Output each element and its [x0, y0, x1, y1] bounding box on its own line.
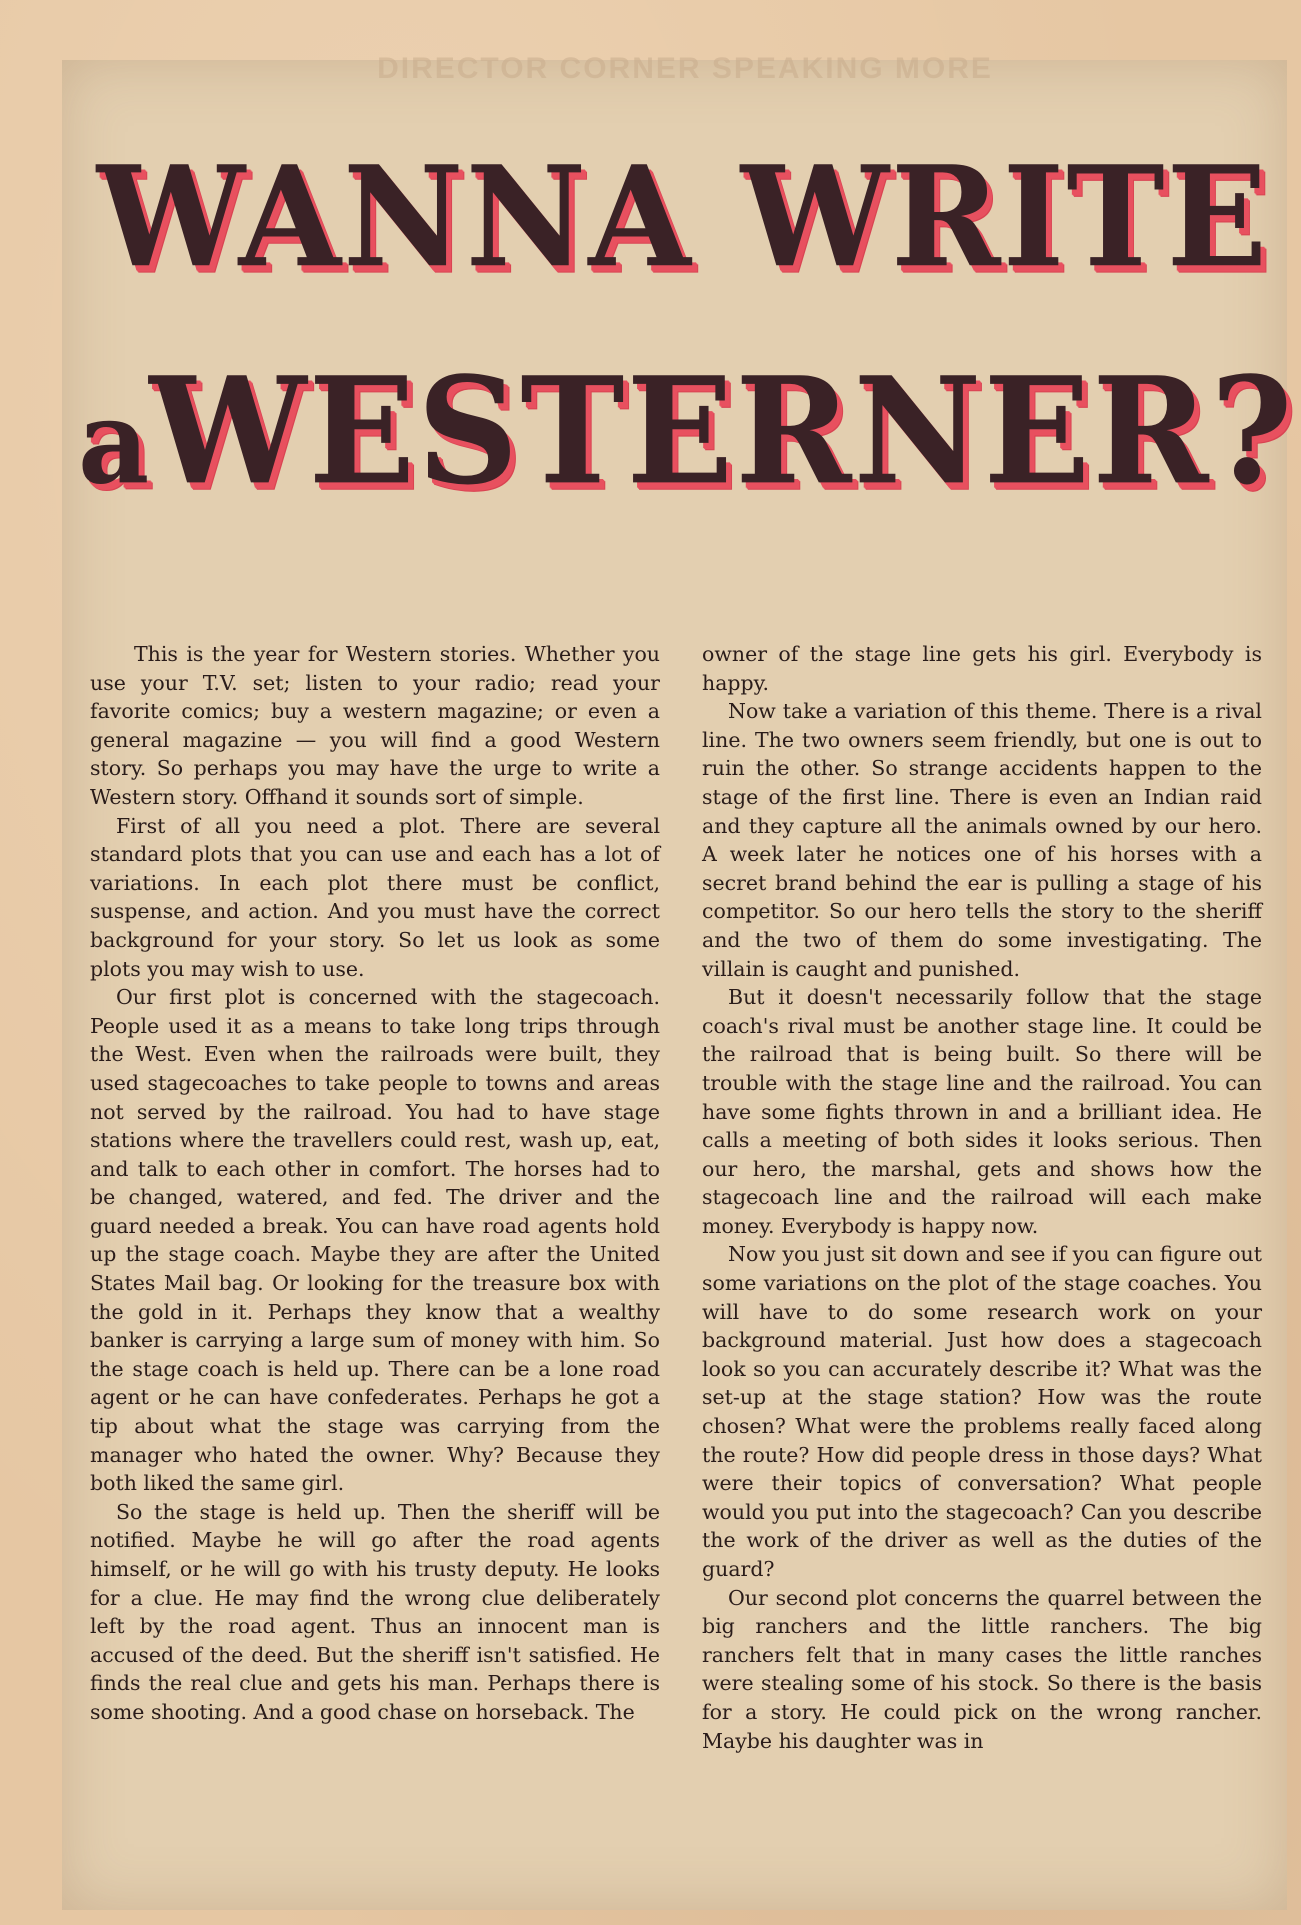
paragraph: So the stage is held up. Then the sheriff will be notified. Maybe he will go after the road agents himself, or he will go with his trusty deputy. He looks for a clue. He may find the wrong clue deliberately left by the road agent. Thus an innocent man is accused of the deed. But the sheriff isn't satisfied. He finds the real clue and gets his man. Perhaps there is some shooting. And a good chase on horseback. The	[90, 1499, 660, 1724]
paragraph: Now you just sit down and see if you can figure out some variations on the plot of the stage coaches. You will have to do some research work on your background material. Just how does a stagecoach look so you can accurately describe it? What was the set-up at the stage station? How was the route chosen? What were the problems really faced along the route? How did people dress in those days? What were their topics of conversation? What people would you put into the stagecoach? Can you describe the work of the driver as well as the duties of the guard?	[702, 1242, 1262, 1581]
paragraph: owner of the stage line gets his girl. Everybody is happy.	[702, 642, 1262, 695]
paragraph: Our first plot is concerned with the stagecoach. People used it as a means to take long trips through the West. Even when the railroads were built, they used stagecoaches to take people to towns and areas not served by the railroad. You had to have stage stations where the travellers could rest, wash up, eat, and talk to each other in comfort. The horses had to be changed, watered, and fed. The driver and the guard needed a break. You can have road agents hold up the stage coach. Maybe they are after the United States Mail bag. Or looking for the treasure box with the gold in it. Perhaps they know that a wealthy banker is carrying a large sum of money with him. So the stage coach is held up. There can be a lone road agent or he can have confederates. Perhaps he got a tip about what the stage was carrying from the manager who hated the owner. Why? Because they both liked the same girl.	[90, 985, 660, 1496]
paragraph: First of all you need a plot. There are several standard plots that you can use and each has a lot of variations. In each plot there must be conflict, suspense, and action. And you must have the correct background for your story. So let us look as some plots you may wish to use.	[90, 813, 660, 981]
article-column-left	[90, 640, 660, 1840]
paragraph: This is the year for Western stories. Whether you use your T.V. set; listen to your radio; read your favorite comics; buy a western magazine; or even a general magazine — you will find a good Western story. So perhaps you may have the urge to write a Western story. Offhand it sounds sort of simple.	[90, 642, 660, 809]
headline-line-1: WANNA WRITE	[96, 136, 1270, 299]
paragraph: But it doesn't necessarily follow that the stage coach's rival must be another stage line. It could be the railroad that is being built. So there will be trouble with the stage line and the railroad. You can have some fights thrown in and a brilliant idea. He calls a meeting of both sides it looks serious. Then our hero, the marshal, gets and shows how the stagecoach line and the railroad will each make money. Everybody is happy now.	[702, 985, 1262, 1238]
paragraph: Now take a variation of this theme. There is a rival line. The two owners seem friendly, but one is out to ruin the other. So strange accidents happen to the stage of the first line. There is even an Indian raid and they capture all the animals owned by our hero. A week later he notices one of his horses with a secret brand behind the ear is pulling a stage of his competitor. So our hero tells the story to the sheriff and the two of them do some investigating. The villain is caught and punished.	[702, 699, 1262, 981]
bleed-through-header: DIRECTOR CORNER SPEAKING MORE	[377, 52, 993, 85]
headline-word: WESTERNER?	[149, 345, 1295, 519]
article-column-right	[702, 640, 1262, 1840]
headline-line-2	[78, 345, 1295, 519]
paragraph: Our second plot concerns the quarrel between the big ranchers and the little ranchers. The big ranchers felt that in many cases the little ranches were stealing some of his stock. So there is the basis for a story. He could pick on the wrong rancher. Maybe his daughter was in	[702, 1585, 1262, 1753]
headline-article: a	[78, 374, 150, 510]
